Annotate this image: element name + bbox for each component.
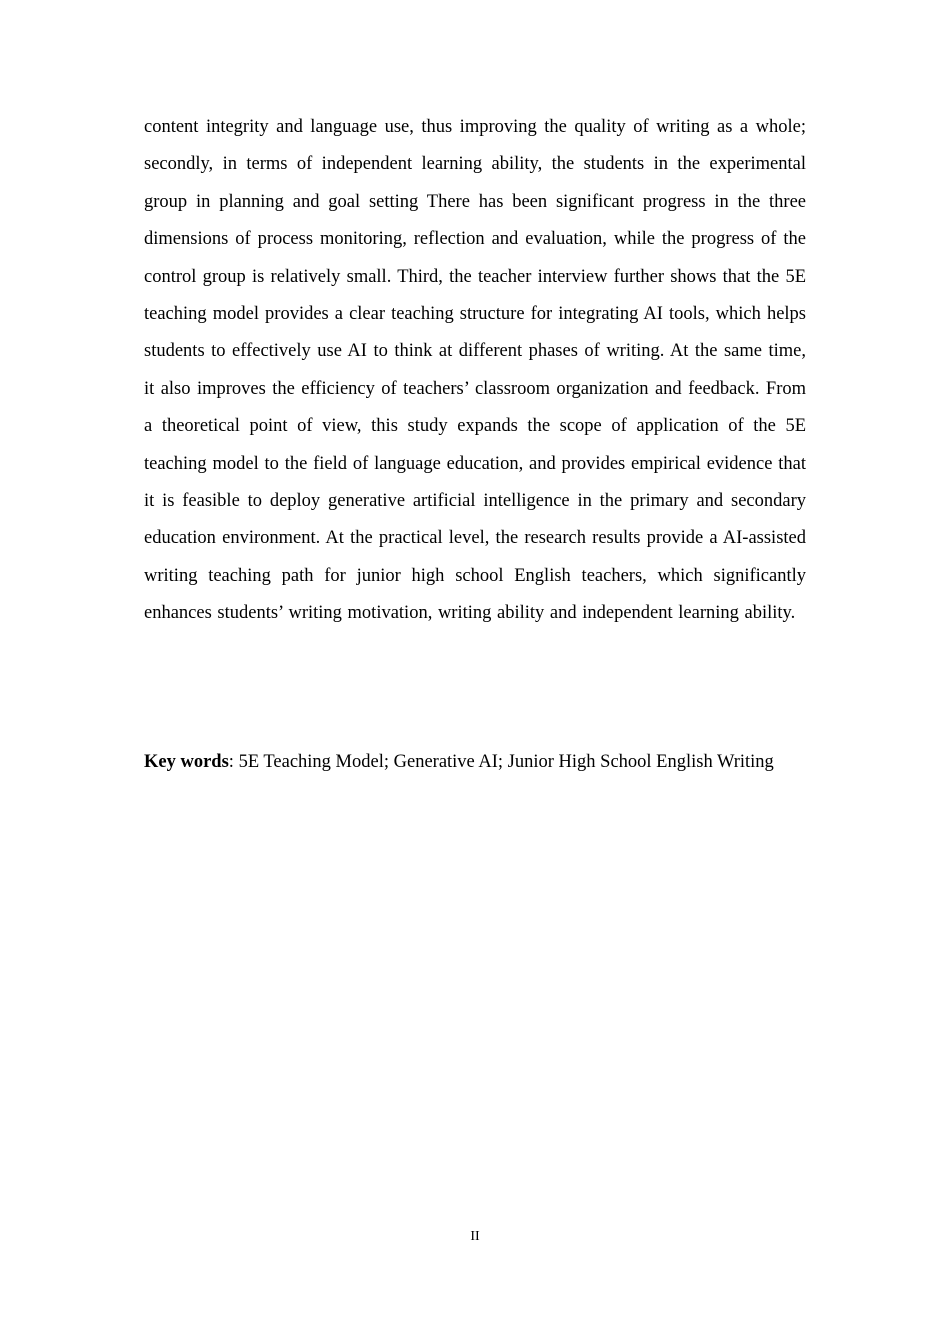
- keywords-separator: :: [228, 752, 239, 772]
- page-number: II: [470, 1229, 480, 1244]
- keywords-text: 5E Teaching Model; Generative AI; Junior High School English Writing: [238, 752, 774, 772]
- abstract-paragraph: content integrity and language use, thus improving the quality of writing as a whole; secondly, in terms of independent learning ability, the students in the experimental group in planning and goal setting There has been significant progress in the three dimensions of process monitoring, reflection and evaluation, while the progress of the control group is relatively small. Third, the teacher interview further shows that the 5E teaching model provides a clear teaching structure for integrating AI tools, which helps students to effectively use AI to think at different phases of writing. At the same time, it also improves the efficiency of teachers’ classroom organization and feedback. From a theoretical point of view, this study expands the scope of application of the 5E teaching model to the field of language education, and provides empirical evidence that it is feasible to deploy generative artificial intelligence in the primary and secondary education environment. At the practical level, the research results provide a AI-assisted writing teaching path for junior high school English teachers, which significantly enhances students’ writing motivation, writing ability and independent learning ability.: [144, 117, 806, 624]
- keywords-line: [144, 744, 806, 781]
- keywords-label: Key words: [144, 752, 229, 772]
